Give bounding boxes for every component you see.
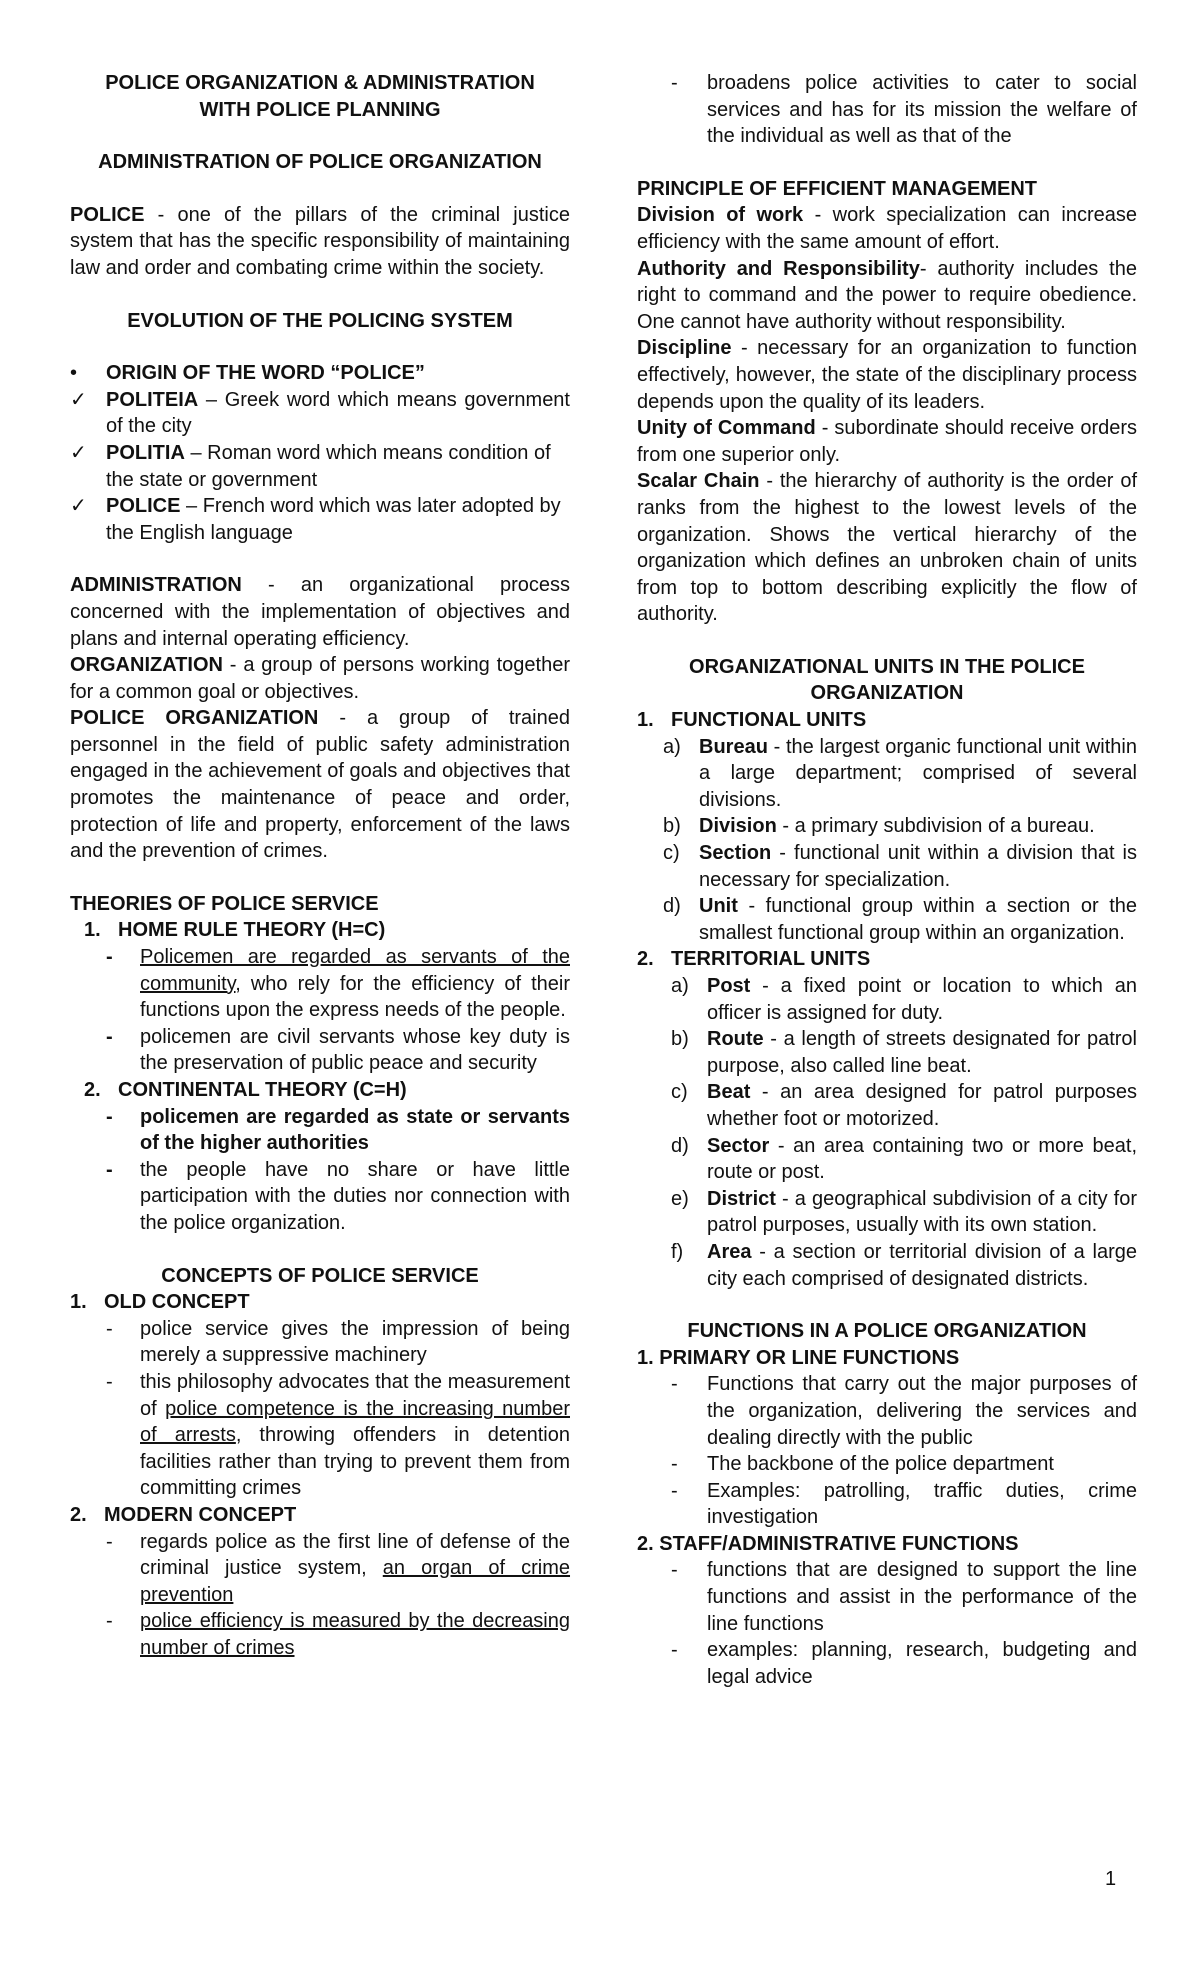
document-title-line2: WITH POLICE PLANNING [199, 98, 441, 121]
origin-list [70, 360, 570, 546]
continued-item: - broadens police activities to cater to social services and has for its mission the welfare of the individual as well as that of the [671, 72, 1137, 148]
heading-concepts: CONCEPTS OF POLICE SERVICE [161, 1264, 479, 1287]
heading-administration: ADMINISTRATION OF POLICE ORGANIZATION [98, 151, 542, 174]
theory-item: - policemen are regarded as state or servants of the higher authorities [106, 1105, 570, 1155]
functional-unit-item: b) Division - a primary subdivision of a bureau. [663, 815, 1095, 838]
functional-unit-item: a) Bureau - the largest organic functional unit within a large department; comprised of several divisions. [663, 735, 1137, 811]
functional-unit-item: d) Unit - functional group within a section or the smallest functional group within an organization. [663, 895, 1137, 944]
word-item: ✓ POLITIA – Roman word which means condition of the state or government [70, 441, 551, 491]
staff-function-item: - examples: planning, research, budgeting and legal advice [671, 1639, 1137, 1688]
theory-item: - policemen are civil servants whose key duty is the preservation of public peace and security [106, 1025, 570, 1075]
primary-functions-title: 1. PRIMARY OR LINE FUNCTIONS [637, 1346, 960, 1369]
theory-item: - the people have no share or have little participation with the duties nor connection with the police organization. [106, 1158, 570, 1234]
heading-evolution: EVOLUTION OF THE POLICING SYSTEM [127, 309, 513, 332]
principle-item: Scalar Chain - the hierarchy of authority is the order of ranks from the highest to the lowest levels of the organization. Shows the vertical hierarchy of the organization which defines an unbroken chain of units from top to bottom describing explicitly the flow of authority. [637, 470, 1138, 626]
primary-function-item: - The backbone of the police department [671, 1453, 1054, 1476]
word-item: ✓ POLITEIA – Greek word which means government of the city [70, 388, 570, 438]
primary-function-item: - Examples: patrolling, traffic duties, crime investigation [671, 1479, 1137, 1529]
territorial-units: 2. TERRITORIAL UNITS [637, 948, 871, 971]
checkmark-icon: ✓ [70, 388, 87, 411]
concept-item: - police efficiency is measured by the decreasing number of crimes [106, 1610, 570, 1659]
territorial-unit-item: c) Beat - an area designed for patrol purposes whether foot or motorized. [671, 1081, 1137, 1130]
territorial-unit-item: a) Post - a fixed point or location to which an officer is assigned for duty. [671, 975, 1137, 1024]
primary-function-item: - Functions that carry out the major purposes of the organization, delivering the services and dealing directly with the public [671, 1373, 1137, 1449]
concept-old: 1. OLD CONCEPT [70, 1291, 250, 1314]
heading-theories: THEORIES OF POLICE SERVICE [70, 892, 379, 915]
page-number: 1 [1105, 1868, 1117, 1890]
functional-units: 1. FUNCTIONAL UNITS [637, 709, 867, 732]
definition-item: POLICE ORGANIZATION - a group of trained personnel in the field of public safety administration engaged in the achievement of goals and objectives that promotes the maintenance of peace and order, protection of life and property, enforcement of the laws and the prevention of crimes. [70, 707, 570, 863]
heading-units-line1: ORGANIZATIONAL UNITS IN THE POLICE [689, 655, 1085, 678]
heading-principle: PRINCIPLE OF EFFICIENT MANAGEMENT [637, 177, 1037, 200]
staff-function-item: - functions that are designed to support the line functions and assist in the performance of the line functions [671, 1559, 1137, 1635]
functional-unit-item: c) Section - functional unit within a division that is necessary for specialization. [663, 842, 1137, 891]
principle-item: Discipline - necessary for an organization to function effectively, however, the state of the disciplinary process depends upon the quality of its leaders. [637, 337, 1137, 413]
concept-modern: 2. MODERN CONCEPT [70, 1503, 297, 1526]
territorial-unit-item: d) Sector - an area containing two or more beat, route or post. [671, 1134, 1137, 1184]
concept-item: - police service gives the impression of being merely a suppressive machinery [106, 1317, 570, 1367]
origin-heading: • ORIGIN OF THE WORD “POLICE” [70, 360, 570, 387]
theory-continental: 2. CONTINENTAL THEORY (C=H) [84, 1079, 407, 1101]
document-title-line1: POLICE ORGANIZATION & ADMINISTRATION [105, 72, 535, 94]
territorial-unit-item: b) Route - a length of streets designated for patrol purpose, also called line beat. [671, 1028, 1137, 1077]
heading-units-line2: ORGANIZATION [810, 682, 964, 705]
staff-functions-title: 2. STAFF/ADMINISTRATIVE FUNCTIONS [637, 1532, 1019, 1555]
principle-item: Division of work - work specialization can increase efficiency with the same amount of effort. [637, 204, 1137, 253]
word-item: ✓ POLICE – French word which was later adopted by the English language [70, 495, 561, 544]
heading-functions: FUNCTIONS IN A POLICE ORGANIZATION [687, 1320, 1087, 1343]
territorial-unit-item: f) Area - a section or territorial division of a large city each comprised of designated districts. [671, 1240, 1137, 1290]
police-term: POLICE [70, 203, 145, 226]
definition-item: ADMINISTRATION - an organizational process concerned with the implementation of objectives and plans and internal operating efficiency. [70, 574, 570, 650]
concept-item: - regards police as the first line of defense of the criminal justice system, an organ of crime prevention [106, 1530, 571, 1606]
police-def: - one of the pillars of the criminal justice system that has the specific responsibility of maintaining law and order and combating crime within the society. [70, 203, 570, 279]
principle-item: Authority and Responsibility- authority includes the right to command and the power to require obedience. One cannot have authority without responsibility. [637, 257, 1137, 333]
definition-item: ORGANIZATION - a group of persons working together for a common goal or objectives. [70, 654, 570, 703]
left-column [70, 70, 570, 1661]
right-column [637, 70, 1137, 1690]
principle-item: Unity of Command - subordinate should receive orders from one superior only. [637, 417, 1138, 466]
theory-home-rule: 1. HOME RULE THEORY (H=C) [84, 919, 386, 942]
checkmark-icon: ✓ [70, 441, 87, 464]
bullet-icon: • [70, 362, 78, 385]
theory-item: - Policemen are regarded as servants of the community, who rely for the efficiency of their functions upon the express needs of the people. [106, 946, 570, 1022]
concept-item: - this philosophy advocates that the measurement of police competence is the increasing number of arrests, throwing offenders in detention facilities rather than trying to prevent them from committing crimes [106, 1370, 570, 1500]
checkmark-icon: ✓ [70, 495, 87, 518]
definitions [70, 572, 570, 865]
territorial-unit-item: e) District - a geographical subdivision of a city for patrol purposes, usually with its own station. [671, 1187, 1137, 1237]
police-definition [70, 202, 570, 282]
